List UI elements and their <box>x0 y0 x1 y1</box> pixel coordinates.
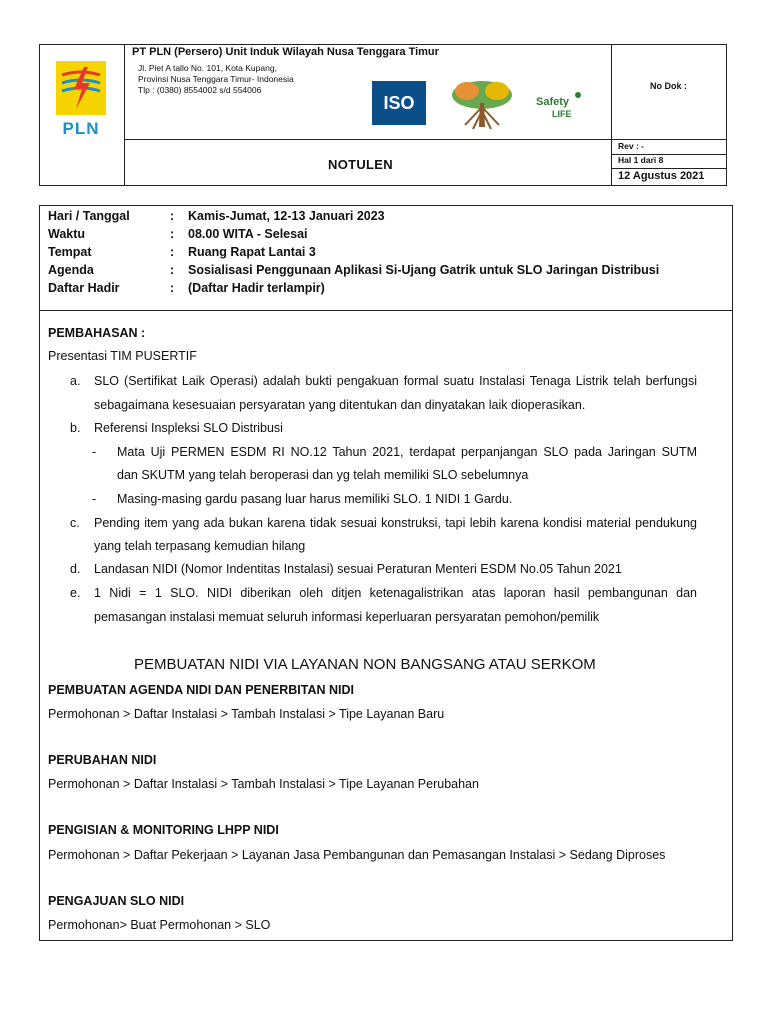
meta-colon: : <box>170 281 175 295</box>
meta-colon: : <box>170 227 175 241</box>
sublist-marker: - <box>92 445 97 459</box>
pembahasan-intro: Presentasi TIM PUSERTIF <box>48 349 197 363</box>
meta-value: Kamis-Jumat, 12-13 Januari 2023 <box>188 209 385 223</box>
list-item-line: pemasangan instalasi memuat seluruh informasi keperluaran persyaratan pemohon/pemilik <box>94 610 600 624</box>
list-item-line: SLO (Sertifikat Laik Operasi) adalah bukti pengakuan formal suatu Instalasi Tenaga Listrik telah berfungsi <box>94 374 697 388</box>
list-item-line: Landasan NIDI (Nomor Indentitas Instalasi) sesuai Peraturan Menteri ESDM No.05 Tahun 2021 <box>94 562 622 576</box>
list-item-line: yang telah terpasang kemudian hilang <box>94 539 306 553</box>
document-title: NOTULEN <box>328 157 393 172</box>
nidi-path: Permohonan > Daftar Instalasi > Tambah Instalasi > Tipe Layanan Baru <box>48 707 445 721</box>
pln-logo-text: PLN <box>62 119 100 138</box>
address-line: Provinsi Nusa Tenggara Timur- Indonesia <box>138 74 294 84</box>
address-line: Tlp : (0380) 8554002 s/d 554006 <box>138 85 262 95</box>
sublist-item-line: dan SKUTM yang telah beroperasi dan yg telah memiliki SLO sebelumnya <box>117 468 529 482</box>
meta-value: (Daftar Hadir terlampir) <box>188 281 325 295</box>
list-item-line: Pending item yang ada bukan karena tidak sesuai konstruksi, tapi lebih karena kondisi material pendukung <box>94 516 697 530</box>
page-number: Hal 1 dari 8 <box>618 155 664 165</box>
meta-value: Ruang Rapat Lantai 3 <box>188 245 316 259</box>
pln-logo <box>48 59 114 139</box>
list-marker: b. <box>70 421 81 435</box>
nidi-subheading: PERUBAHAN NIDI <box>48 753 157 767</box>
meta-key: Waktu <box>48 227 86 241</box>
section-divider <box>40 310 732 311</box>
document-date: 12 Agustus 2021 <box>618 170 705 182</box>
sublist-item-line: Mata Uji PERMEN ESDM RI NO.12 Tahun 2021, terdapat perpanjangan SLO pada Jaringan SUTM <box>117 445 697 459</box>
pln-logo-mark <box>56 61 106 115</box>
nidi-path: Permohonan > Daftar Instalasi > Tambah Instalasi > Tipe Layanan Perubahan <box>48 777 479 791</box>
meta-colon: : <box>170 263 175 277</box>
list-item-line: Referensi Inspleksi SLO Distribusi <box>94 421 283 435</box>
document-header <box>39 44 727 186</box>
sublist-marker: - <box>92 492 97 506</box>
address-line: Jl. Piet A tallo No. 101, Kota Kupang, <box>138 63 277 73</box>
nidi-subheading: PENGISIAN & MONITORING LHPP NIDI <box>48 823 279 837</box>
meta-value: Sosialisasi Penggunaan Aplikasi Si-Ujang Gatrik untuk SLO Jaringan Distribusi <box>188 263 660 277</box>
doc-number-label: No Dok : <box>650 81 687 91</box>
list-marker: c. <box>70 516 80 530</box>
safety-logo-text: Safety <box>536 96 570 108</box>
nidi-path: Permohonan> Buat Permohonan > SLO <box>48 918 271 932</box>
meta-value: 08.00 WITA - Selesai <box>188 227 308 241</box>
meta-colon: : <box>170 209 175 223</box>
list-marker: e. <box>70 586 81 600</box>
minutes-body <box>39 205 733 941</box>
nidi-subheading: PENGAJUAN SLO NIDI <box>48 894 185 908</box>
revision-label: Rev : - <box>618 141 644 151</box>
list-item-line: 1 Nidi = 1 SLO. NIDI diberikan oleh ditjen ketenagalistrikan atas laporan hasil pembangunan dan <box>94 586 697 600</box>
divider <box>611 168 726 169</box>
company-name: PT PLN (Persero) Unit Induk Wilayah Nusa Tenggara Timur <box>132 46 439 58</box>
meta-key: Agenda <box>48 263 94 277</box>
meta-key: Hari / Tanggal <box>48 209 130 223</box>
meta-key: Tempat <box>48 245 92 259</box>
iso-logo: ISO <box>372 81 426 125</box>
divider <box>124 45 125 185</box>
nidi-section-title: PEMBUATAN NIDI VIA LAYANAN NON BANGSANG ATAU SERKOM <box>134 656 596 673</box>
safety-logo-sub: LIFE <box>552 109 572 119</box>
pembahasan-heading: PEMBAHASAN : <box>48 326 146 340</box>
company-address <box>138 63 294 96</box>
lightning-icon <box>56 61 106 115</box>
meta-key: Daftar Hadir <box>48 281 120 295</box>
list-item-line: sebagaimana kesesuaian persyaratan yang ditentukan dan dinyatakan laik dioperasikan. <box>94 398 586 412</box>
safety-for-life-logo <box>534 89 582 123</box>
divider <box>611 45 612 185</box>
meta-colon: : <box>170 245 175 259</box>
divider <box>124 139 726 140</box>
sublist-item-line: Masing-masing gardu pasang luar harus memiliki SLO. 1 NIDI 1 Gardu. <box>117 492 513 506</box>
list-marker: a. <box>70 374 81 388</box>
nidi-subheading: PEMBUATAN AGENDA NIDI DAN PENERBITAN NIDI <box>48 683 355 697</box>
tree-logo-icon <box>447 77 517 135</box>
nidi-path: Permohonan > Daftar Pekerjaan > Layanan Jasa Pembangunan dan Pemasangan Instalasi > Sedang Diproses <box>48 848 666 862</box>
list-marker: d. <box>70 562 81 576</box>
